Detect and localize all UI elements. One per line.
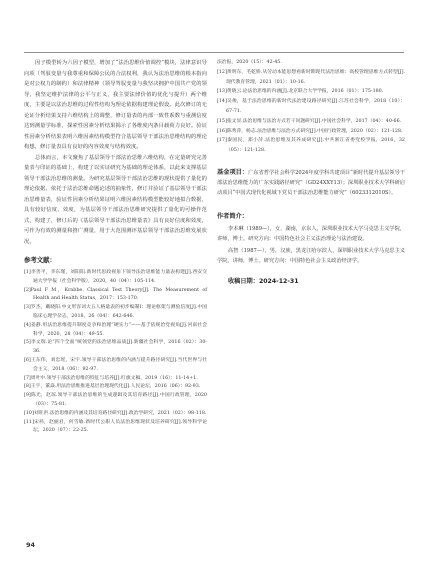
reference-item: [3]罗杰，戴晓阳.中文形容词大五人格量表的初步编制Ⅰ：理论框架与测验信度[J].中国临床心理学杂志，2018，26（04）：642-646. [24, 305, 207, 319]
left-column [24, 58, 207, 436]
right-column [217, 58, 405, 285]
received-date: 2024-12-31 [258, 278, 299, 286]
header-rule [24, 52, 404, 53]
reference-item: [15]张文显.法治思维与法治方式若干问题研究[J].中国社会科学，2017（04）：40-66. [217, 118, 402, 124]
reference-item: [2]Paul F M，Krabbe. Classical Test Theory[J]. The Measurement of Health and Health Status，2017：153-170. [24, 287, 207, 302]
fund-note [217, 168, 405, 199]
reference-item: [13]黄晓云.论法治思维的内涵[J].北京联合大学学报，2016（01）：175-180. [217, 89, 384, 95]
reference-item: [12]黄明东，毛乾娇.从劳动本能思想看新时期现代法治思维：高校管理思维方式转型[J].现代教育管理，2021（01）：10-16. [217, 69, 405, 85]
reference-item: [16]陈秀萍，杨志.法治思维与法治方式研究[J].中国行政管理，2020（02）：121-128. [217, 128, 403, 134]
body-paragraph-1: 因子模型转为六因子模型，增加了“法治思维价值调控”模块，法律意识导向项（驾驭变量与我尊重和保障公民的合法权利，我认为法治思维的根本指向是对公权力的制约）和法律精神（领导驾驭变量与我坚决拥护中国共产党的领导，我坚定维护法律的公平与正义，我主要法律价值的优化与提升）两个维度，主要是以法治思维的过程性结构为理论依据构建理论假设。此次修订的无论证分析结果支持六维结构上的调整，修订量表的内部一致性系数与重测信度达到测量学标准，探索性因素分析结果揭示了各维度内条目载荷力良好。验证性因素分析结果表明六维因素结构模型符合基层领导干部法治思维结构的理论构想，修订量表具有良好的内容效度与结构效度。 [24, 60, 207, 150]
author-bio-1: 李本琳（1989—），女，湖南，京东人，深圳职业技术大学马克思主义学院，讲师，博士。研究方向：中国特色社会主义法治理论与法治建设。 [217, 225, 405, 242]
received-date-line [217, 276, 405, 285]
references-list-right [217, 58, 405, 156]
reference-item: [8]王宇，董焱.用法治思维推进基层治理现代化[J].人民论坛，2016（06）：92-93. [24, 384, 201, 390]
fund-label: 基金项目： [217, 168, 249, 176]
reference-item: [7]周叶中.领导干部法治思维的特征与培养[J].红旗文稿，2019（16）：11-14+1. [24, 375, 198, 381]
reference-item: [17]秦国民，郑小萍.法治思维及其养成研究[J].中共浙江省委党校学报，2016，32（05）：121-128. [217, 138, 405, 154]
reference-item: [4]姜静.用法治思维提升制度竞争和治理“硬实力”——基于依规治党视角[J].河南社会科学，2020，28（04）：49-55. [24, 322, 207, 337]
reference-item: [11]宋祎，赵丽君，何雪敏.新时代公职人员法治思维现状及培养研究[J].领导科学论坛，2020（07）：22-25. [24, 419, 207, 434]
reference-item: 法治报，2020（15）：42-45. [217, 60, 282, 65]
reference-item: [14]吴俊，基于法治思维的新时代法治建设路径研究[J].江苏社会科学，2018（10）：67-71. [217, 99, 405, 114]
received-label: 收稿日期： [228, 278, 259, 286]
references-heading: 参考文献： [24, 256, 56, 264]
page-number: 94 [26, 541, 36, 549]
author-heading: 作者简介： [217, 212, 248, 220]
references-list-left [24, 269, 207, 436]
reference-item: [9]陈光，赵琼.领导干部法治思维的生成逻辑及其培育路径[J].中国行政管理，2020（03）：75-81. [24, 393, 207, 407]
reference-item: [10]刘旺洪.法治思维的内涵及其培育路径研究[J].政治学研究，2021（02）：98-118. [24, 410, 207, 416]
body-paragraph-2: 总体而言，本文聚焦了基层领导干部法治思维六维结构，在定量研究完善量表与印证的基础上，构建了以实证研究为基础的理论体系，以此来支撑基层领导干部法治思维的测量。为研究基层领导干部法治思维的现状提供了量化的理论依据。依托于法治思维命题论述的抽象性，修订并验证了基层领导干部法治思维量表，验证性因素分析结果证明六维因素结构模型能较好地拟合数据，具有较好信度、效度，为基层领导干部法治思维研究提供了量化的可操作范式，构建了，修订后的《基层领导干部法治思维量表》具有良好信度和效度，可作为有效的测量和推广测量，用于大范围测评基层领导干部法治思维发展状况。 [24, 154, 207, 245]
reference-item: [5]李文瑞.论“四个全面”统领党的法治思维品质[J].新疆社会科学，2016（02）：30-36. [24, 340, 207, 355]
reference-item: [1]李善平，李东瑾，刘阳阳.新时代思政视角下领导法治思维能力量表构建[J].西安交通大学学报（社会科学版），2020，40（04）：105-114. [24, 270, 207, 284]
fund-text: 广东省哲学社会科学2024年度学科共建项目“新时代提升基层领导干部法治思维能力的广东实践路径研究”（GD24XXY13）；深圳职业技术大学科研启动项目“中国式现代化视域下党员干部法治思维能力研究”（6023312010S）。 [217, 169, 406, 197]
author-bio-2: 高智（1987—），男，汉族，黑龙江哈尔滨人，深圳职业技术大学马克思主义学院，讲师，博士。研究方向：中国特色社会主义政治经济学。 [217, 247, 405, 265]
reference-item: [6]王东伟，刘忠瑶，宋宇.领导干部法治思维的内涵与提升路径研究[J].当代世界与社会主义，2018（06）：92-97. [24, 357, 207, 372]
